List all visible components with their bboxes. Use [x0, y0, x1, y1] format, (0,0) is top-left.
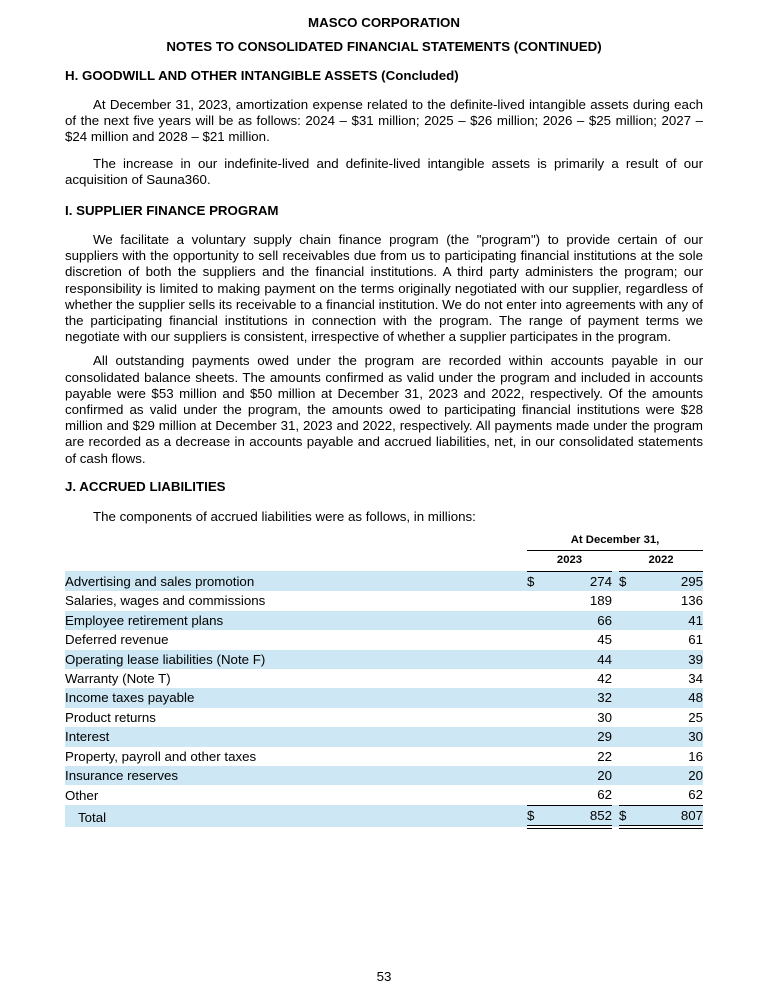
row-label: Insurance reserves [65, 766, 527, 785]
dollar-sign: $ [527, 805, 549, 827]
section-heading-supplier-finance: I. SUPPLIER FINANCE PROGRAM [65, 203, 279, 219]
document-page [65, 15, 703, 984]
row-label: Salaries, wages and commissions [65, 593, 266, 609]
dollar-sign [619, 630, 639, 649]
column-gap [612, 591, 619, 610]
value-2022: 20 [639, 766, 703, 785]
column-gap [612, 766, 619, 785]
row-label: Interest [65, 727, 527, 746]
value-2022: 30 [639, 727, 703, 746]
table-row [65, 766, 703, 785]
table-row [65, 727, 703, 746]
accrued-liabilities-table [65, 531, 703, 829]
accrued-intro-text: The components of accrued liabilities were as follows, in millions: [93, 508, 476, 524]
table-row [65, 708, 703, 727]
row-label: Income taxes payable [65, 688, 527, 707]
dollar-sign [619, 708, 639, 727]
column-gap [612, 669, 619, 688]
column-header-2022: 2022 [619, 551, 703, 571]
row-label: Employee retirement plans [65, 611, 527, 630]
goodwill-paragraph-increase: The increase in our indefinite-lived and definite-lived intangible assets is primarily a result of our acquisition of Sauna360. [65, 155, 703, 187]
value-2023: 189 [589, 593, 612, 609]
column-gap [612, 611, 619, 630]
value-2023: 42 [597, 670, 612, 686]
dollar-sign [619, 785, 639, 805]
row-label: Product returns [65, 709, 156, 725]
dollar-sign [527, 727, 549, 746]
column-gap [612, 630, 619, 649]
total-label: Total [65, 805, 527, 827]
dollar-sign [619, 688, 639, 707]
column-gap [612, 551, 619, 571]
row-label: Operating lease liabilities (Note F) [65, 650, 527, 669]
row-label: Deferred revenue [65, 632, 169, 648]
column-gap [612, 805, 619, 827]
total-value-2022: 807 [639, 805, 703, 827]
dollar-sign: $ [619, 571, 639, 591]
value-2022: 48 [639, 688, 703, 707]
value-2022: 16 [688, 748, 704, 764]
dollar-sign [527, 630, 549, 649]
dollar-sign [527, 591, 549, 610]
value-2023: 62 [597, 787, 612, 803]
dollar-sign [619, 650, 639, 669]
dollar-sign: $ [527, 571, 549, 591]
table-row [65, 591, 703, 610]
dollar-sign [527, 785, 549, 805]
dollar-sign [527, 747, 549, 766]
column-header-2023: 2023 [527, 551, 612, 571]
value-2023: 44 [549, 650, 612, 669]
table-row [65, 630, 703, 649]
value-2023: 66 [549, 611, 612, 630]
dollar-sign [527, 650, 549, 669]
section-heading-goodwill: H. GOODWILL AND OTHER INTANGIBLE ASSETS (Concluded) [65, 68, 459, 83]
table-header-date: At December 31, [527, 531, 703, 551]
value-2022: 136 [680, 593, 704, 609]
row-label: Advertising and sales promotion [65, 571, 527, 591]
table-header-date-row [65, 531, 703, 551]
dollar-sign [527, 688, 549, 707]
section-heading-accrued-liabilities: J. ACCRUED LIABILITIES [65, 478, 226, 494]
column-gap [612, 571, 619, 591]
table-header-years-row [65, 551, 703, 571]
company-title: MASCO CORPORATION [308, 15, 460, 30]
dollar-sign [527, 766, 549, 785]
column-gap [612, 785, 619, 805]
value-2022: 41 [639, 611, 703, 630]
row-label: Property, payroll and other taxes [65, 748, 257, 764]
dollar-sign [619, 591, 639, 610]
column-gap [612, 650, 619, 669]
table-row [65, 571, 703, 591]
dollar-sign [527, 611, 549, 630]
table-row [65, 650, 703, 669]
table-row [65, 669, 703, 688]
value-2023: 29 [549, 727, 612, 746]
row-label: Warranty (Note T) [65, 670, 171, 686]
supplier-paragraph-program: We facilitate a voluntary supply chain finance program (the "program") to provide certain of our suppliers with the opportunity to sell receivables due from us to participating financial institutions at the sole discretion of both the suppliers and the financial institutions. A third party administers the program; our responsibility is limited to making payment on the terms originally negotiated with our supplier, regardless of whether the supplier sells its receivable to a financial institution. We do not enter into agreements with any of the participating financial institutions in connection with the program. The range of payment terms we negotiate with our suppliers is consistent, irrespective of whether a supplier participates in the program. [65, 232, 703, 345]
dollar-sign [619, 669, 639, 688]
header-spacer-cell [65, 531, 527, 551]
dollar-sign [619, 611, 639, 630]
value-2023: 45 [597, 632, 612, 648]
table-row [65, 688, 703, 707]
value-2022: 39 [639, 650, 703, 669]
dollar-sign [619, 766, 639, 785]
value-2022: 61 [688, 632, 704, 648]
column-gap [612, 708, 619, 727]
dollar-sign: $ [619, 805, 639, 827]
value-2023: 274 [549, 571, 612, 591]
column-gap [612, 747, 619, 766]
table-row [65, 611, 703, 630]
header-spacer-cell [65, 551, 527, 571]
total-value-2023: 852 [549, 805, 612, 827]
goodwill-paragraph-amortization: At December 31, 2023, amortization expense related to the definite-lived intangible assets during each of the next five years will be as follows: 2024 – $31 million; 2025 – $26 million; 2026 – $25 million; 2027 – $24 million and 2028 – $21 million. [65, 97, 703, 145]
column-gap [612, 688, 619, 707]
dollar-sign [527, 669, 549, 688]
table-row [65, 747, 703, 766]
value-2023: 20 [549, 766, 612, 785]
document-title: NOTES TO CONSOLIDATED FINANCIAL STATEMENTS (CONTINUED) [166, 39, 602, 54]
row-label: Other [65, 787, 99, 803]
value-2022: 295 [639, 571, 703, 591]
supplier-paragraph-payments: All outstanding payments owed under the program are recorded within accounts payable in our consolidated balance sheets. The amounts confirmed as valid under the program and included in accounts payable were $53 million and $50 million at December 31, 2023 and 2022, respectively. Of the amounts confirmed as valid under the program, the amounts owed to participating financial institutions were $28 million and $29 million at December 31, 2023 and 2022, respectively. All payments made under the program are recorded as a decrease in accounts payable and accrued liabilities, net, in our consolidated statements of cash flows. [65, 353, 703, 466]
value-2023: 32 [549, 688, 612, 707]
dollar-sign [619, 747, 639, 766]
column-gap [612, 727, 619, 746]
value-2023: 30 [597, 709, 612, 725]
accrued-table-body [65, 571, 703, 805]
value-2022: 34 [688, 670, 704, 686]
table-row [65, 785, 703, 805]
value-2022: 25 [688, 709, 704, 725]
dollar-sign [619, 727, 639, 746]
dollar-sign [527, 708, 549, 727]
page-number: 53 [376, 969, 392, 985]
value-2023: 22 [597, 748, 612, 764]
table-total-row [65, 805, 703, 827]
value-2022: 62 [688, 787, 704, 803]
